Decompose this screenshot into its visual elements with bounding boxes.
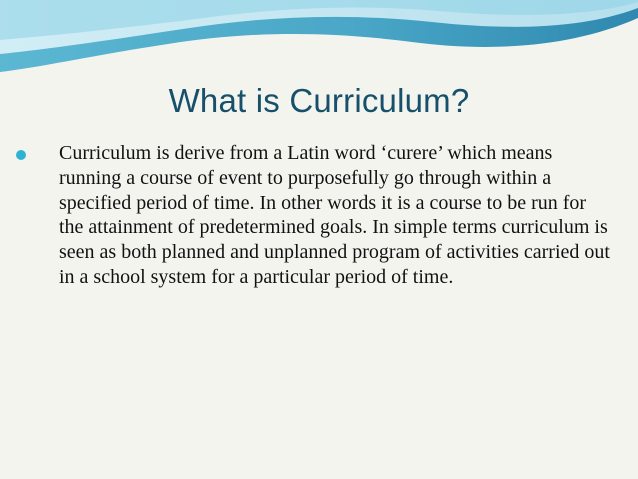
wave-header-decoration <box>0 0 638 90</box>
bullet-dot-icon <box>16 150 26 160</box>
bullet-list <box>12 141 612 290</box>
bullet-text: Curriculum is derive from a Latin word ‘curere’ which means running a course of event to purposefully go through within a specified period of time. In other words it is a course to be run for the attainment of predetermined goals. In simple terms curriculum is seen as both planned and unplanned program of activities carried out in a school system for a particular period of time. <box>59 142 610 288</box>
slide-title: What is Curriculum? <box>168 82 470 119</box>
bullet-item <box>12 141 612 290</box>
